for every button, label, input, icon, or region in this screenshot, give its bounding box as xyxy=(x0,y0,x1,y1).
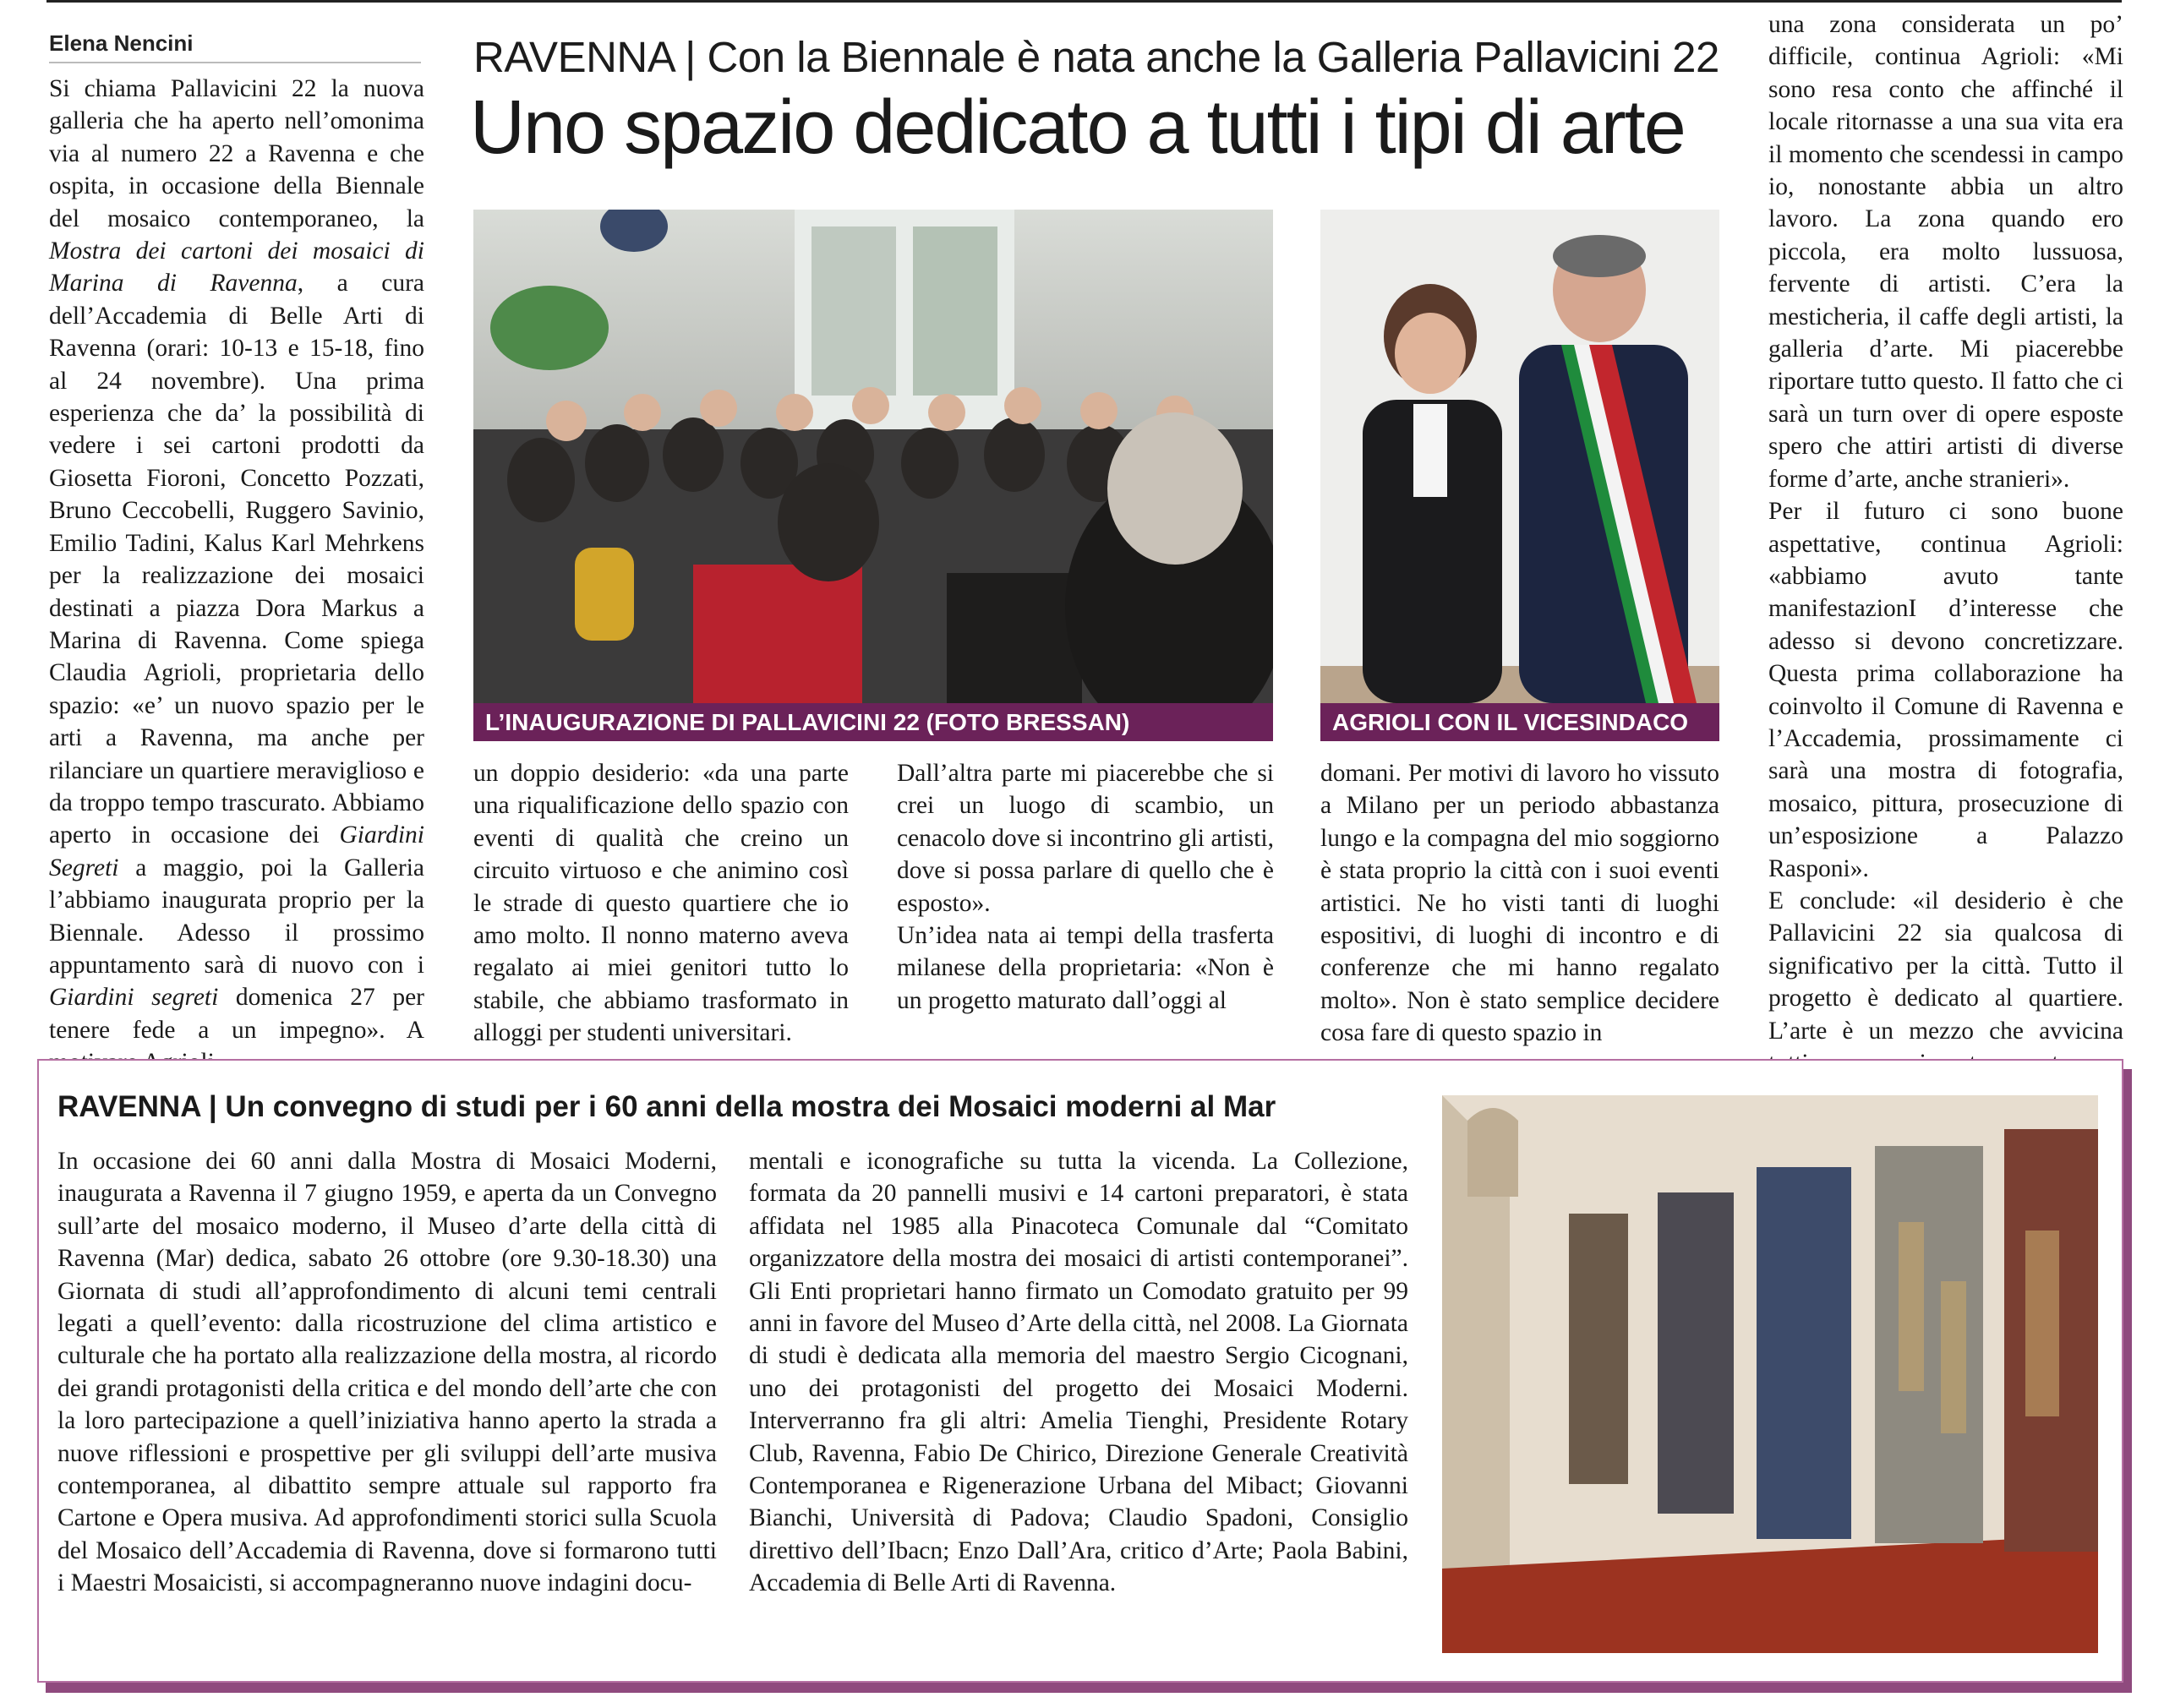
crowd-photo-illustration xyxy=(473,210,1273,703)
photo-inauguration xyxy=(473,210,1273,703)
sidebar-article-title: RAVENNA | Un convegno di studi per i 60 anni della mostra dei Mosaici moderni al Mar xyxy=(57,1090,1276,1123)
article-headline: Uno spazio dedicato a tutti i tipi di arte xyxy=(470,85,1685,170)
mosaic-gallery-illustration xyxy=(1442,1095,2098,1653)
photo-agrioli-vicesindaco xyxy=(1320,210,1719,703)
top-rule xyxy=(46,0,2122,3)
caption-photo-inauguration: L’INAUGURAZIONE DI PALLAVICINI 22 (FOTO BRESSAN) xyxy=(473,703,1273,741)
article-column-5: una zona considerata un po’ difficile, continua Agrioli: «Mi sono resa conto che affinché il locale ritornasse a una sua vita era il momento che scendessi in campo io, nonostante abbia un altro lavoro. La zona quando ero piccola, era molto lussuosa, fervente di artisti. C’era la mesticheria, il caffe degli artisti, la galleria d’arte. Mi piacerebbe riportare tutto questo. Il fatto che ci sarà un turn over di opere esposte spero che attiri artisti di diverse forme d’arte, anche stranieri». Per il futuro ci sono buone aspettative, continua Agrioli: «abbiamo avuto tante manifestazionI d’interesse che adesso si devono concretizzare. Questa prima collaborazione ha coinvolto il Comune di Ravenna e l’Accademia, prossimamente ci sarà una mostra di fotografia, mosaico, pittura, prosecuzione di un’esposizione a Palazzo Rasponi». E conclude: «il desiderio è che Pallavicini 22 sia qualcosa di significativo per la città. Tutto il progetto è dedicato al quartiere. L’arte è un mezzo che avvicina xyxy=(1768,11,2123,1045)
article-column-2: un doppio desiderio: «da una parte una riqualificazione dello spazio con eventi di qualità che creino un circuito virtuoso e che animino così le strade di questo quartiere che io amo molto. Il nonno materno aveva regalato ai miei genitori tutto lo stabile, che abbiamo trasformato in alloggi per studenti universitari. xyxy=(473,760,849,1047)
article-kicker: RAVENNA | Con la Biennale è nata anche la Galleria Pallavicini 22 xyxy=(473,33,1719,81)
photo-mosaici-moderni xyxy=(1442,1095,2098,1653)
sidebar-article-column-2: mentali e iconografiche su tutta la vicenda. La Collezione, formata da 20 pannelli musivi e 14 cartoni preparatori, è stata affidata nel 1985 alla Pinacoteca Comunale dal “Comitato organizzatore della mostra dei mosaici di artisti contemporanei”. Gli Enti proprietari hanno firmato un Comodato gratuito per 99 anni in favore del Museo d’Arte della città, nel 2008. La Giornata di studi è dedicata alla memoria del maestro Sergio Cicognani, uno dei protagonisti del progetto dei Mosaici Moderni. Interverranno fra gli altri: Amelia Tienghi, Presidente Rotary Club, Ravenna, Fabio De Chirico, Direzione Generale Creatività Contemporanea e Rigenerazione Urbana del Mibact; Giovanni Bianchi, Università di Padova; Claudio Spadoni, Consiglio direttivo dell’Ibacn; Enzo Dall’Ara, critico d’Arte; Paola Babini, Accademia di Belle Arti di Ravenna. xyxy=(749,1148,1408,1597)
portrait-photo-illustration xyxy=(1320,210,1719,703)
article-column-4: domani. Per motivi di lavoro ho vissuto a Milano per un periodo abbastanza lungo e la compagna del mio soggiorno è stata proprio la città con i suoi eventi artistici. Ne ho visti tanti di luoghi espositivi, di luoghi di incontro e di conferenze che mi hanno regalato molto». Non è stato semplice decidere cosa fare di questo spazio in xyxy=(1320,760,1719,1047)
caption-photo-agrioli: AGRIOLI CON IL VICESINDACO xyxy=(1320,703,1719,741)
byline: Elena Nencini xyxy=(49,30,421,63)
article-column-1: Si chiama Pallavicini 22 la nuova galleria che ha aperto nell’omonima via al numero 22 a Ravenna e che ospita, in occasione della Biennale del mosaico contemporaneo, la Mostra dei cartoni dei mosaici di Marina di Ravenna, a cura dell’Accademia di Belle Arti di Ravenna (orari: 10-13 e 15-18, fino al 24 novembre). Una prima esperienza che da’ la possibilità di vedere i sei cartoni prodotti da Giosetta Fioroni, Concetto Pozzati, Bruno Ceccobelli, Ruggero Savinio, Emilio Tadini, Kalus Karl Mehrkens per la realizzazione dei mosaici destinati a piazza Dora Markus a Marina di Ravenna. Come spiega Claudia Agrioli, proprietaria dello spazio: «e’ un nuovo spazio per le arti a Ravenna, ma anche per rilanciare un quartiere meraviglioso e da troppo tempo trascurato. Abbiamo aperto in occasione dei Giardini Segreti a maggio, poi la Galleria l’abbiamo inaugurata proprio per la Biennale. Adesso il prossimo appuntamento sarà di nuovo con i Giardini segreti domenica 27 per tenere fede a un impegno». A xyxy=(49,75,425,1044)
sidebar-article-column-1: In occasione dei 60 anni dalla Mostra di Mosaici Moderni, inaugurata a Ravenna il 7 giugno 1959, e aperta da un Convegno sull’arte del mosaico moderno, il Museo d’arte della città di Ravenna (Mar) dedica, sabato 26 ottobre (ore 9.30-18.30) una Giornata di studi all’approfondimento di alcuni temi centrali legati a quell’evento: dalla ricostruzione del clima artistico e culturale che ha portato alla realizzazione della mostra, al ricordo dei grandi protagonisti della critica e del mondo dell’arte che con la loro partecipazione a quell’iniziativa hanno aperto la strada a nuove riflessioni e prospettive per gli sviluppi dell’arte musiva contemporanea, al dibattito sempre attuale sul rapporto fra Cartone e Opera musiva. Ad approfondimenti storici sulla Scuola del Mosaico dell’Accademia di Ravenna, dove si formarono tutti i Maestri Mosaicisti, si accompagneranno nuove indagini docu- xyxy=(57,1148,717,1597)
article-column-3: Dall’altra parte mi piacerebbe che si crei un luogo di scambio, un cenacolo dove si incontrino gli artisti, dove si possa parlare di quello che è esposto». Un’idea nata ai tempi della trasferta milanese della proprietaria: «Non è un progetto maturato dall’oggi al xyxy=(897,760,1274,1014)
